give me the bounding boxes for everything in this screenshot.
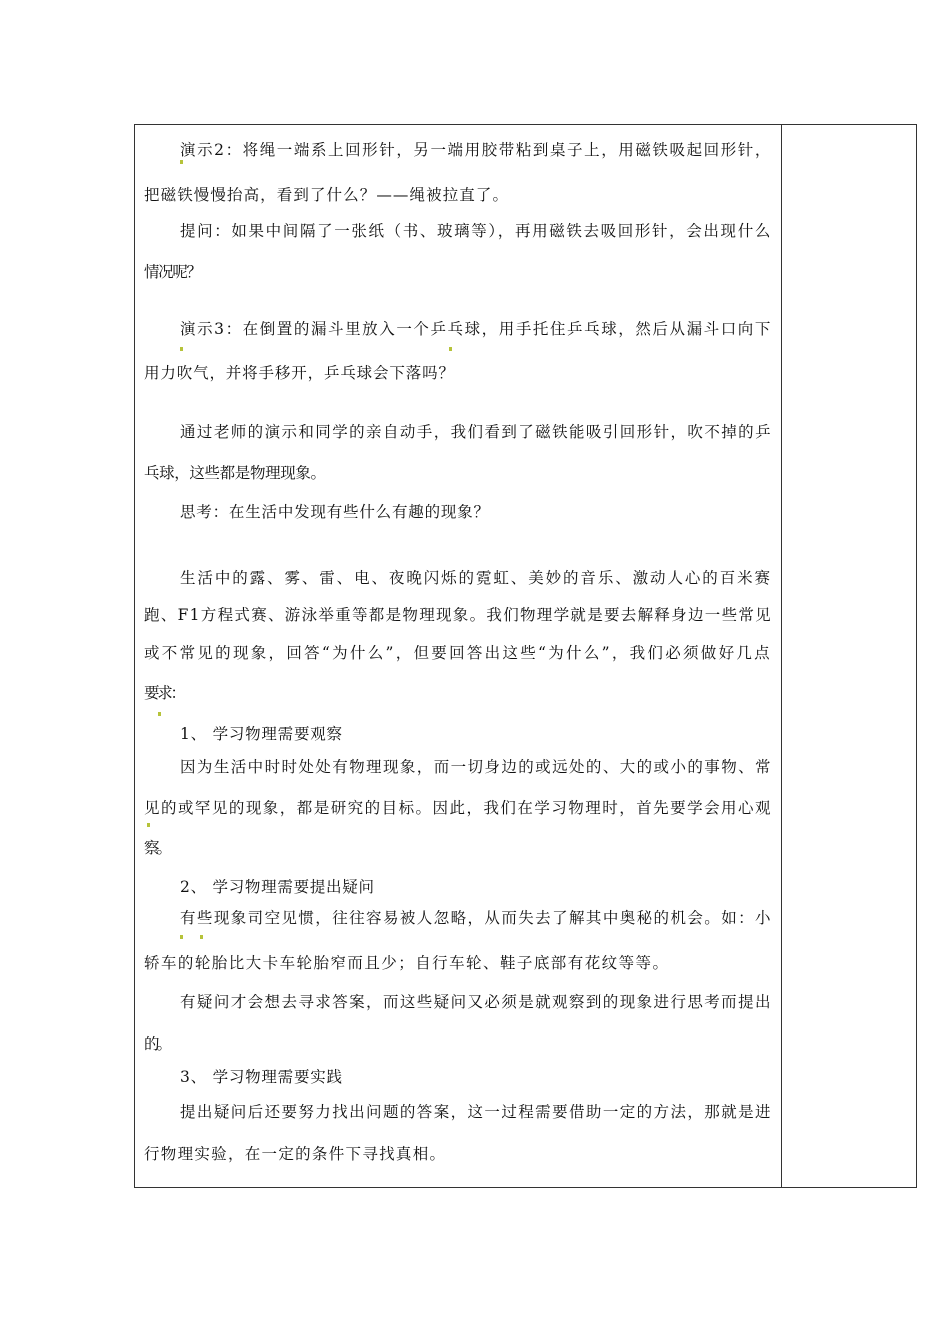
text-line: 演示3：在倒置的漏斗里放入一个乒乓球，用手托住乒乓球，然后从漏斗口向下 <box>180 320 772 338</box>
edit-mark <box>147 823 150 827</box>
text-line: 提出疑问后还要努力找出问题的答案，这一过程需要借助一定的方法，那就是进 <box>180 1103 772 1121</box>
text-line: 跑、F1方程式赛、游泳举重等都是物理现象。我们物理学就是要去解释身边一些常见 <box>144 606 772 624</box>
notes-column-cell <box>783 125 916 1187</box>
text-line: 要求： <box>144 684 184 702</box>
text-line: 见的或罕见的现象，都是研究的目标。因此，我们在学习物理时，首先要学会用心观 <box>144 799 772 817</box>
text-line: 有些现象司空见惯，往往容易被人忽略，从而失去了解其中奥秘的机会。如：小 <box>180 909 772 927</box>
text-line: 把磁铁慢慢抬高，看到了什么？——绳被拉直了。 <box>144 186 510 204</box>
edit-mark <box>180 347 183 351</box>
text-line: 2、 学习物理需要提出疑问 <box>180 878 375 896</box>
text-line: 的。 <box>144 1035 170 1053</box>
text-line: 演示2：将绳一端系上回形针，另一端用胶带粘到桌子上，用磁铁吸起回形针， <box>180 141 772 159</box>
edit-mark <box>158 712 161 716</box>
text-line: 3、 学习物理需要实践 <box>180 1068 343 1086</box>
text-line: 察。 <box>144 839 170 857</box>
text-line: 或不常见的现象，回答“为什么”，但要回答出这些“为什么”，我们必须做好几点 <box>144 644 772 662</box>
text-line: 有疑问才会想去寻求答案，而这些疑问又必须是就观察到的现象进行思考而提出 <box>180 993 772 1011</box>
edit-mark <box>180 935 183 939</box>
text-line: 因为生活中时时处处有物理现象，而一切身边的或远处的、大的或小的事物、常 <box>180 758 772 776</box>
text-line: 情况呢？ <box>144 263 201 281</box>
text-line: 通过老师的演示和同学的亲自动手，我们看到了磁铁能吸引回形针，吹不掉的乒 <box>180 423 772 441</box>
column-divider <box>781 125 782 1187</box>
text-line: 生活中的露、雾、雷、电、夜晚闪烁的霓虹、美妙的音乐、激动人心的百米赛 <box>180 569 772 587</box>
text-line: 1、 学习物理需要观察 <box>180 725 343 743</box>
edit-mark <box>200 935 203 939</box>
edit-mark <box>180 160 183 164</box>
text-line: 思考：在生活中发现有些什么有趣的现象？ <box>180 503 490 521</box>
text-line: 提问：如果中间隔了一张纸（书、玻璃等），再用磁铁去吸回形针，会出现什么 <box>180 222 772 240</box>
text-line: 轿车的轮胎比大卡车轮胎窄而且少；自行车轮、鞋子底部有花纹等等。 <box>144 954 670 972</box>
text-line: 用力吹气，并将手移开，乒乓球会下落吗？ <box>144 364 455 382</box>
text-line: 行物理实验，在一定的条件下寻找真相。 <box>144 1145 447 1163</box>
edit-mark <box>449 347 452 351</box>
text-line: 乓球，这些都是物理现象。 <box>144 464 326 482</box>
